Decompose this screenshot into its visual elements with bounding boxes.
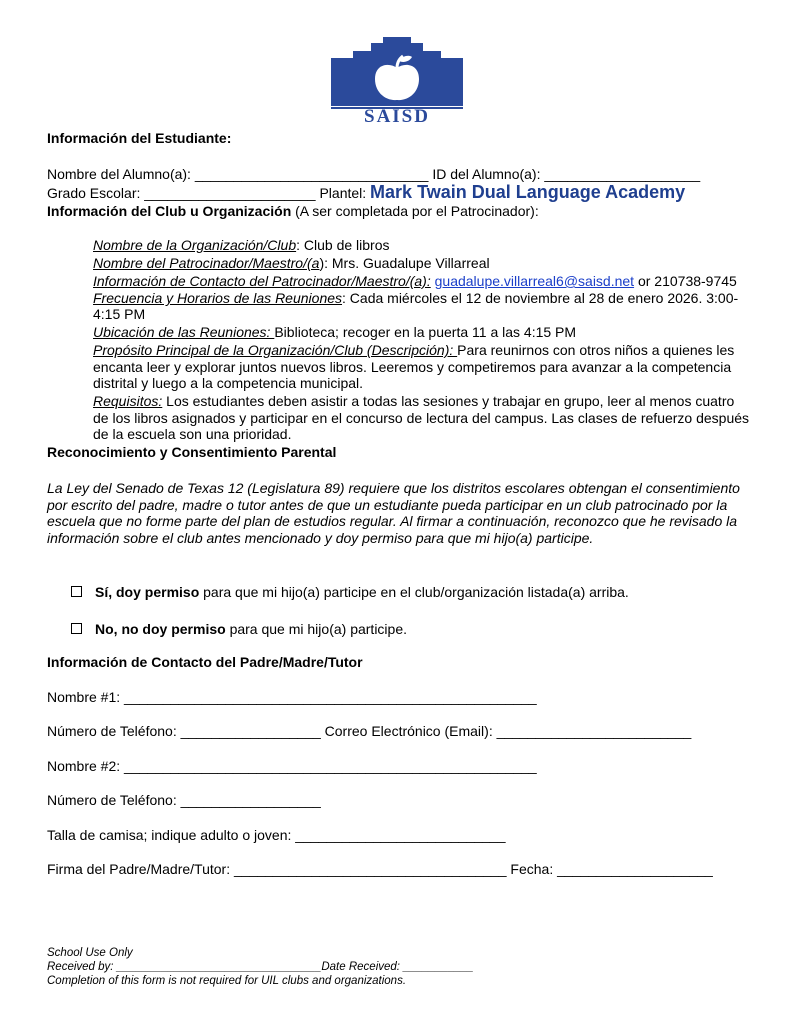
club-requirements [93,393,753,443]
student-name-field[interactable]: ______________________________ [194,166,429,182]
parent-phone1-label: Número de Teléfono: [47,723,177,739]
school-use-only: School Use Only [47,947,133,959]
sponsor-contact-row [93,273,737,289]
location-label: Ubicación de las Reuniones: [93,324,275,340]
club-info-heading-row [47,203,539,219]
student-name-row [47,166,700,182]
org-name-label: Nombre de la Organización/Club [93,237,297,253]
student-info-heading: Información del Estudiante: [47,130,232,146]
sponsor-row [93,255,490,271]
parent-email-label: Correo Electrónico (Email): [324,723,493,739]
date-field[interactable]: ____________________ [557,861,713,877]
consent-yes-bold: Sí, doy permiso [95,584,200,600]
meeting-location [93,324,576,340]
saisd-logo [331,34,463,128]
meeting-frequency [93,290,753,322]
parent-phone1-field[interactable]: __________________ [180,723,321,739]
shirt-size-field[interactable]: ___________________________ [295,827,506,843]
student-name-label: Nombre del Alumno(a): [47,166,191,182]
sponsor-contact-label: Información de Contacto del Patrocinador/Maestro/(a): [93,273,431,289]
sponsor-email-link[interactable]: guadalupe.villarreal6@saisd.net [434,273,635,289]
club-info-note: (A ser completada por el Patrocinador): [295,203,539,219]
parent-name1-label: Nombre #1: [47,689,121,705]
footer-note: Completion of this form is not required for UIL clubs and organizations. [47,975,407,987]
parent-name2-field[interactable]: _____________________________________________________ [124,758,537,774]
parent-phone2-row [47,792,321,808]
signature-row [47,861,713,877]
campus-value: Mark Twain Dual Language Academy [370,182,686,202]
signature-field[interactable]: ___________________________________ [234,861,507,877]
purpose-label: Propósito Principal de la Organización/Club (Descripción): [93,342,458,358]
sponsor-phone: or 210738-9745 [634,273,737,289]
parent-name2-row [47,758,537,774]
org-name-row [93,237,390,253]
parent-phone-email-row [47,723,691,739]
grade-row [47,183,685,202]
date-received-label: Date Received: [321,961,400,973]
student-id-field[interactable]: ____________________ [544,166,701,182]
requirements-value: Los estudiantes deben asistir a todas las sesiones y trabajar en grupo, leer al menos cuatro de los libros asignados y participar en el concurso de lectura del campus. Las clases de refuerzo después de la escuela son una prioridad. [93,393,750,442]
received-by-field[interactable]: ________________________________ [116,961,322,973]
parent-email-field[interactable]: _________________________ [496,723,692,739]
date-label: Fecha: [510,861,554,877]
consent-yes-option[interactable] [71,584,629,600]
parent-phone2-label: Número de Teléfono: [47,792,177,808]
requirements-label: Requisitos: [93,393,163,409]
consent-yes-text: para que mi hijo(a) participe en el club/organización listada(a) arriba. [199,584,629,600]
club-purpose [93,342,753,392]
received-row [47,960,474,974]
received-by-label: Received by: [47,961,114,973]
location-value: Biblioteca; recoger en la puerta 11 a las 4:15 PM [274,324,577,340]
sponsor-label: Nombre del Patrocinador/Maestro/(a [93,255,320,271]
consent-no-bold: No, no doy permiso [95,621,226,637]
consent-no-checkbox[interactable] [71,623,82,634]
org-name-value: : Club de libros [296,237,390,253]
consent-no-option[interactable] [71,621,407,637]
signature-label: Firma del Padre/Madre/Tutor: [47,861,231,877]
consent-heading: Reconocimiento y Consentimiento Parental [47,444,337,460]
parent-name1-row [47,689,537,705]
consent-yes-checkbox[interactable] [71,586,82,597]
grade-field[interactable]: ______________________ [144,185,316,201]
date-received-field[interactable]: ___________ [403,961,474,973]
campus-label: Plantel: [319,185,367,201]
grade-label: Grado Escolar: [47,185,141,201]
frequency-label: Frecuencia y Horarios de las Reuniones [93,290,343,306]
shirt-size-label: Talla de camisa; indique adulto o joven: [47,827,292,843]
parent-name2-label: Nombre #2: [47,758,121,774]
consent-body: La Ley del Senado de Texas 12 (Legislatura 89) requiere que los distritos escolares obtengan el consentimiento por escrito del padre, madre o tutor antes de que un estudiante pueda participar en un club patrocinado por la escuela que no forme parte del plan de estudios regular. Al firmar a continuación, reconozco que he revisado la información sobre el club antes mencionado y doy permiso para que mi hijo(a) participe. [47,480,740,546]
frequency-value: : Cada miércoles el 12 de noviembre al 28 de enero 2026. 3:00-4:15 PM [93,290,739,322]
purpose-value: Para reunirnos con otros niños a quienes les encanta leer y explorar juntos nuevos libros. Leeremos y competiremos para avanzar a la competencia distrital y luego a la competencia municipal. [93,342,735,391]
student-id-label: ID del Alumno(a): [432,166,541,182]
parent-name1-field[interactable]: _____________________________________________________ [124,689,537,705]
club-info-heading: Información del Club u Organización [47,203,292,219]
parent-contact-heading: Información de Contacto del Padre/Madre/Tutor [47,654,363,670]
sponsor-value: ): Mrs. Guadalupe Villarreal [319,255,490,271]
parent-phone2-field[interactable]: __________________ [180,792,321,808]
shirt-size-row [47,827,506,843]
logo-text: SAISD [364,106,430,127]
consent-no-text: para que mi hijo(a) participe. [225,621,407,637]
